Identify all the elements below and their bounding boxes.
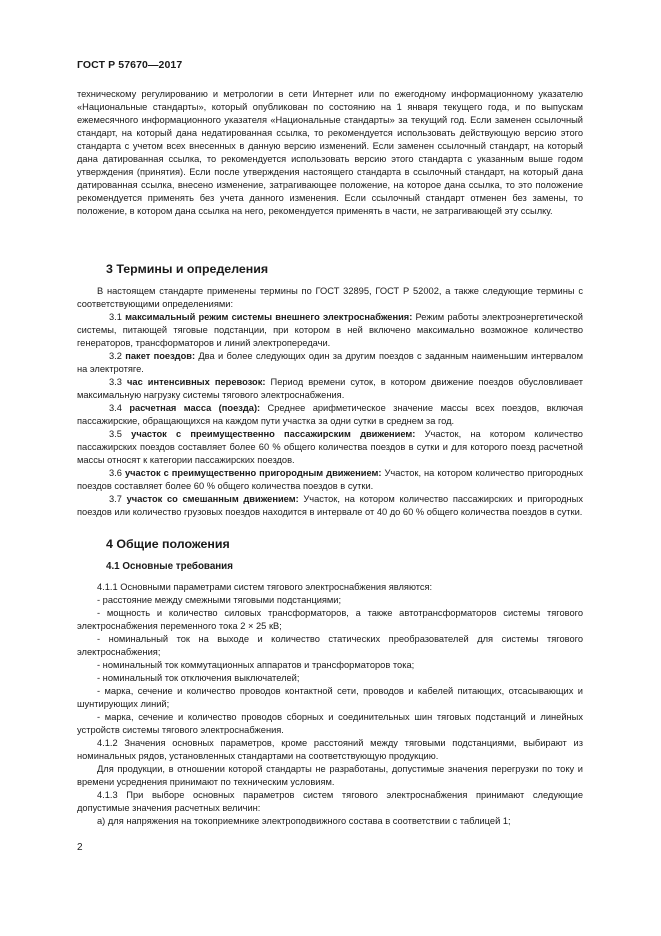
section-3-body — [77, 285, 583, 519]
section-3-heading: 3 Термины и определения — [106, 262, 269, 276]
section-4-1-heading: 4.1 Основные требования — [106, 561, 233, 572]
list-item: - мощность и количество силовых трансформаторов, а также автотрансформаторов системы тягового электроснабжения переменного тока 2 × 25 кВ; — [77, 608, 583, 631]
term-item: 3.5 участок с преимущественно пассажирским движением: Участок, на котором количество пассажирских поездов составляет более 60 % общего количества поездов в сутки и для которого поезд расчетной массы относят к категории пассажирских поездов. — [77, 429, 583, 465]
list-item: - марка, сечение и количество проводов контактной сети, проводов и кабелей питающих, отсасывающих и шунтирующих линий; — [77, 686, 583, 709]
term-item: 3.3 час интенсивных перевозок: Период времени суток, в котором движение поездов обусловливает максимальную нагрузку системы тягового электроснабжения. — [77, 377, 583, 400]
term-item: 3.7 участок со смешанным движением: Участок, на котором количество пассажирских и пригородных поездов или количество грузовых поездов находится в интервале от 40 до 60 % общего количества поездов в сутки. — [77, 494, 583, 517]
term-item: 3.1 максимальный режим системы внешнего электроснабжения: Режим работы электроэнергетической системы, питающей тяговые подстанции, при котором в ней включено максимально возможное количество генераторов, трансформаторов и линий электропередачи. — [77, 312, 583, 348]
list-item: - марка, сечение и количество проводов сборных и соединительных шин тяговых подстанций и линейных устройств системы тягового электроснабжения. — [77, 712, 583, 735]
list-item: - расстояние между смежными тяговыми подстанциями; — [97, 595, 342, 605]
section-4-body — [77, 581, 583, 828]
section-3-lead: В настоящем стандарте применены термины по ГОСТ 32895, ГОСТ Р 52002, а также следующие термины с соответствующими определениями: — [77, 286, 583, 309]
intro-paragraph: техническому регулированию и метрологии в сети Интернет или по ежегодному информационному указателю «Национальные стандарты», который опубликован по состоянию на 1 января текущего года, и по выпускам ежемесячного информационного указателя «Национальные стандарты» за текущий год. Если заменен ссылочный стандарт, на который дана недатированная ссылка, то рекомендуется использовать действующую версию этого стандарта с учетом всех внесенных в данную версию изменений. Если заменен ссылочный стандарт, на который дана датированная ссылка, то рекомендуется использовать версию этого стандарта с указанным выше годом утверждения (принятия). Если после утверждения настоящего стандарта в ссылочный стандарт, на который дана датированная ссылка, внесено изменение, затрагивающее положение, на которое дана ссылка, то это положение рекомендуется применять без учета данного изменения. Если ссылочный стандарт отменен без замены, то положение, в котором дана ссылка на него, рекомендуется применять в части, не затрагивающей эту ссылку. — [77, 89, 583, 216]
page-number: 2 — [77, 842, 83, 853]
term-item: 3.2 пакет поездов: Два и более следующих один за другим поездов с заданным наименьшим интервалом на электротяге. — [77, 351, 583, 374]
term-item: 3.6 участок с преимущественно пригородным движением: Участок, на котором количество пригородных поездов составляет более 60 % общего количества поездов в сутки. — [77, 468, 583, 491]
document-header: ГОСТ Р 57670—2017 — [77, 59, 183, 71]
intro-paragraph-block — [77, 88, 583, 218]
list-item: - номинальный ток отключения выключателей; — [97, 673, 300, 683]
list-item: - номинальный ток на выходе и количество статических преобразователей для системы тягового электроснабжения; — [77, 634, 583, 657]
paragraph-4-1-2-note: Для продукции, в отношении которой стандарты не разработаны, допустимые значения перегрузки по току и времени усреднения принимают по техническим условиям. — [77, 764, 583, 787]
paragraph-4-1-3-a: а) для напряжения на токоприемнике электроподвижного состава в соответствии с таблицей 1; — [97, 816, 511, 826]
paragraph-4-1-3: 4.1.3 При выборе основных параметров систем тягового электроснабжения принимают следующие допустимые значения расчетных величин: — [77, 790, 583, 813]
section-4-heading: 4 Общие положения — [106, 537, 230, 551]
term-item: 3.4 расчетная масса (поезда): Среднее арифметическое значение массы всех поездов, включая пассажирские, обращающихся на каждом пути участка за одни сутки в среднем за год. — [77, 403, 583, 426]
list-item: - номинальный ток коммутационных аппаратов и трансформаторов тока; — [97, 660, 415, 670]
paragraph-4-1-2: 4.1.2 Значения основных параметров, кроме расстояний между тяговыми подстанциями, выбирают из номинальных рядов, установленных стандартами на соответствующую продукцию. — [77, 738, 583, 761]
paragraph-4-1-1: 4.1.1 Основными параметрами систем тягового электроснабжения являются: — [97, 582, 433, 592]
